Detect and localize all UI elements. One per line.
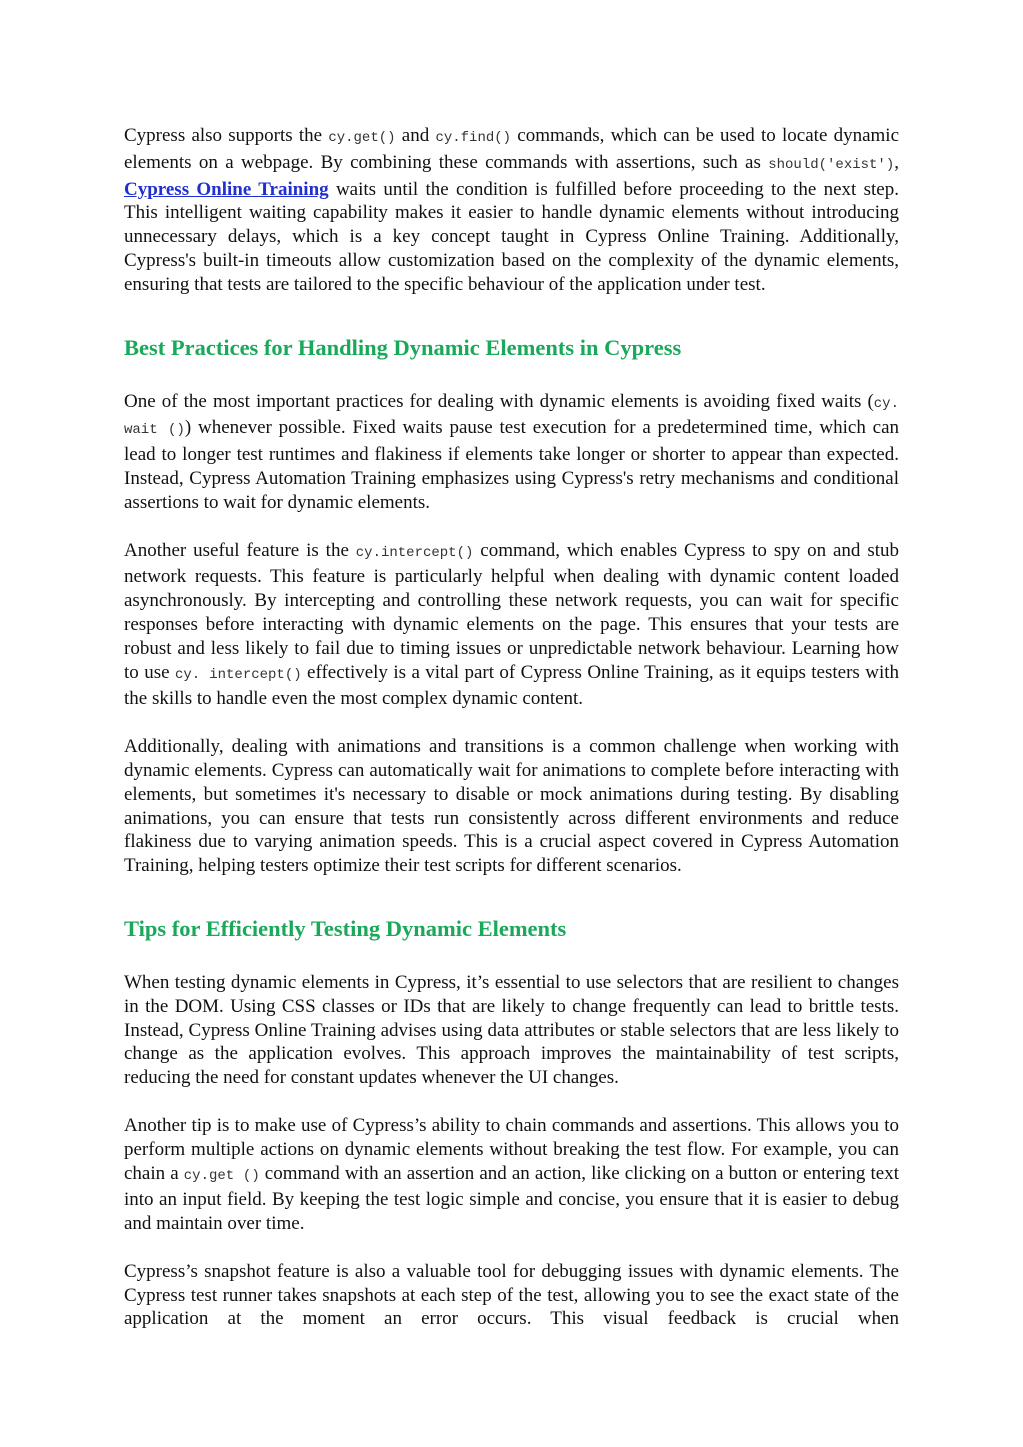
text-run: Another useful feature is the: [124, 539, 356, 561]
text-run: waits until the condition is fulfilled before proceeding to the next step. This intelligent waiting capability makes it easier to handle dynamic elements without introducing unnecessary delays, which is a key concept taught in Cypress Online Training. Additionally, Cypress's built-in timeouts allow customization based on the complexity of the dynamic elements, ensuring that tests are tailored to the specific behaviour of the application under test.: [124, 178, 899, 295]
inline-code: should('exist'): [768, 156, 895, 173]
text-run: ,: [894, 151, 899, 173]
inline-code: cy. intercept(): [174, 666, 302, 683]
section-heading-tips: Tips for Efficiently Testing Dynamic Elements: [124, 915, 567, 941]
text-run: One of the most important practices for dealing with dynamic elements is avoiding fixed waits (: [124, 390, 874, 412]
paragraph-fixed-waits: [124, 390, 899, 515]
paragraph-selectors: When testing dynamic elements in Cypress, it’s essential to use selectors that are resilient to changes in the DOM. Using CSS classes or IDs that are likely to change frequently can lead to brittle tests. Instead, Cypress Online Training advises using data attributes or stable selectors that are less likely to change as the application evolves. This approach improves the maintainability of test scripts, reducing the need for constant updates whenever the UI changes.: [124, 971, 899, 1089]
paragraph-snapshot: Cypress’s snapshot feature is also a valuable tool for debugging issues with dynamic elements. The Cypress test runner takes snapshots at each step of the test, allowing you to see the exact state of the application at the moment an error occurs. This visual feedback is crucial when: [124, 1260, 899, 1330]
text-run: Another tip is to make use of Cypress’s ability to chain commands and assertions. This allows you to perform multiple actions on dynamic elements without breaking the test flow. For example, you can chain a: [124, 1114, 899, 1184]
section-heading-best-practices: Best Practices for Handling Dynamic Elements in Cypress: [124, 334, 682, 360]
text-run: command with an assertion and an action, like clicking on a button or entering text into an input field. By keeping the test logic simple and concise, you ensure that it is easier to debug and maintain over time.: [124, 1162, 900, 1235]
inline-code: cy.get (): [183, 1167, 260, 1184]
text-run: and: [395, 125, 436, 146]
text-run: commands, which can be used to locate dynamic elements on a webpage. By combining these commands with assertions, such as: [124, 125, 900, 173]
text-run: ) whenever possible. Fixed waits pause test execution for a predetermined time, which can lead to longer test runtimes and flakiness if elements take longer or shorter to appear than expected. Instead, Cypress Automation Training emphasizes using Cypress's retry mechanisms and conditional assertions to wait for dynamic elements.: [124, 417, 899, 513]
inline-code: cy.intercept(): [355, 544, 474, 561]
document-page: [124, 124, 899, 1331]
paragraph-chaining: [124, 1114, 899, 1236]
inline-code: cy.find(): [435, 130, 512, 146]
inline-code: cy. wait (): [124, 395, 899, 439]
text-run: command, which enables Cypress to spy on and stub network requests. This feature is particularly helpful when dealing with dynamic content loaded asynchronously. By intercepting and controlling these network requests, you can wait for specific responses before interacting with dynamic elements on the page. This ensures that your tests are robust and less likely to fail due to timing issues or unpredictable network behaviour. Learning how to use: [124, 539, 899, 683]
text-run: Cypress also supports the: [124, 125, 329, 146]
text-run: effectively is a vital part of Cypress Online Training, as it equips testers with the skills to handle even the most complex dynamic content.: [124, 661, 899, 710]
cypress-online-training-link[interactable]: Cypress Online Training: [124, 178, 329, 200]
paragraph-animations: Additionally, dealing with animations and transitions is a common challenge when working with dynamic elements. Cypress can automatically wait for animations to complete before interacting with elements, but sometimes it's necessary to disable or mock animations during testing. By disabling animations, you can ensure that tests run consistently across different environments and reduce flakiness due to varying animation speeds. This is a crucial aspect covered in Cypress Automation Training, helping testers optimize their test scripts for different scenarios.: [124, 736, 899, 877]
intro-paragraph: [124, 124, 899, 297]
paragraph-intercept: [124, 539, 899, 712]
inline-code: cy.get(): [328, 130, 396, 146]
